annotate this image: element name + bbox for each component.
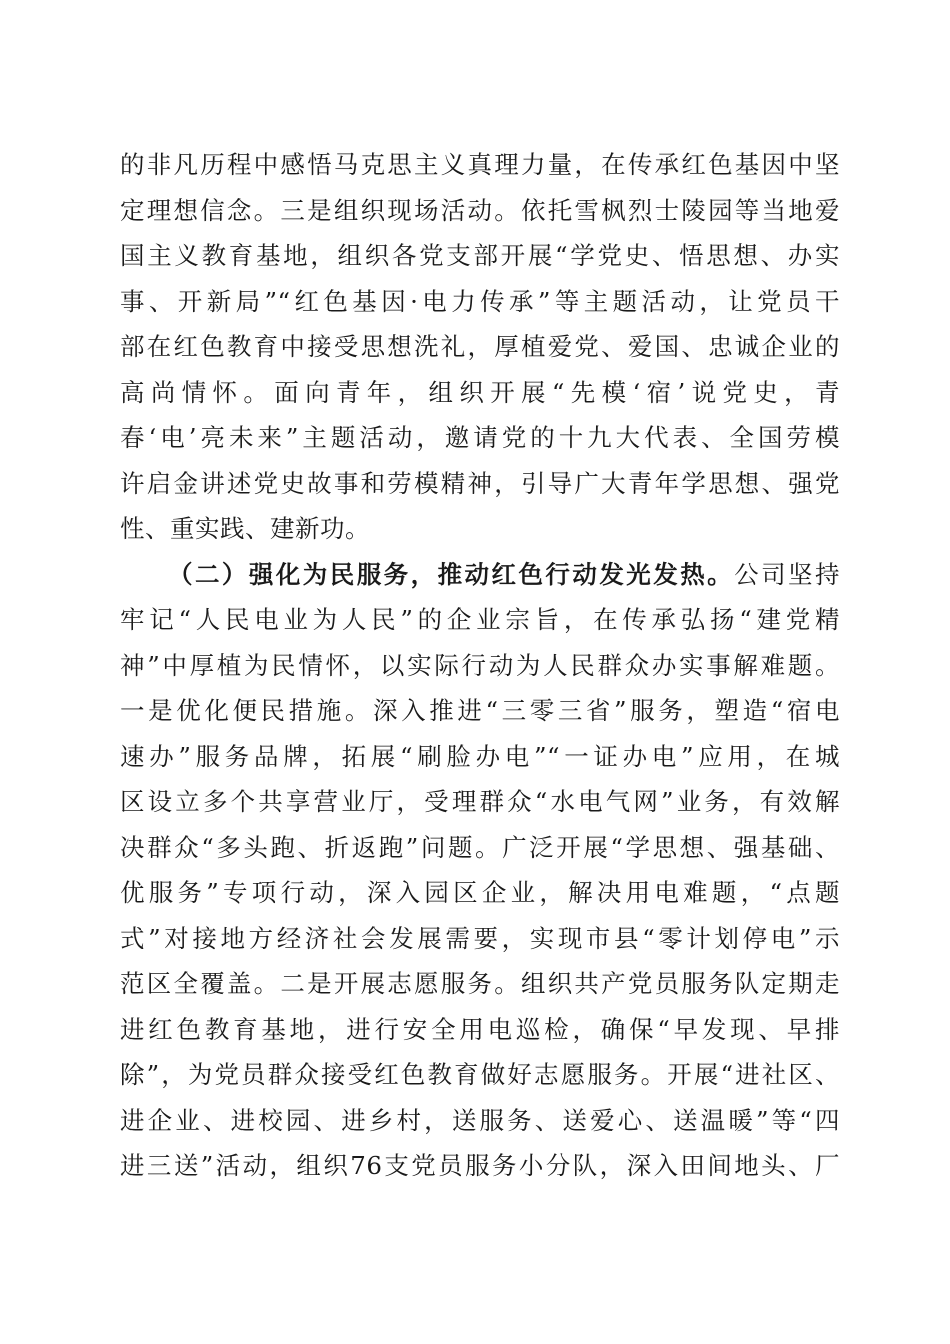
text-line: 区设立多个共享营业厅，受理群众“水电气网”业务，有效解 [120,787,840,816]
text-line: 进红色教育基地，进行安全用电巡检，确保“早发现、早排 [120,1014,840,1044]
section-heading: （二）强化为民服务，推动红色行动发光发热。 [168,559,735,589]
text-line: 性、重实践、建新功。 [120,514,370,543]
text-line: 事、开新局”“红色基因·电力传承”等主题活动，让党员干 [120,286,840,316]
text-line: 神”中厚植为民情怀，以实际行动为人民群众办实事解难题。 [120,650,840,680]
text-line: 式”对接地方经济社会发展需要，实现市县“零计划停电”示 [120,923,840,953]
section-heading-rest: 公司坚持 [734,559,840,589]
text-line: 一是优化便民措施。深入推进“三零三省”服务，塑造“宿电 [120,696,840,725]
text-line: 定理想信念。三是组织现场活动。依托雪枫烈士陵园等当地爱 [120,195,840,225]
text-line: 除”，为党员群众接受红色教育做好志愿服务。开展“进社区、 [120,1060,840,1089]
text-line: 牢记“人民电业为人民”的企业宗旨，在传承弘扬“建党精 [120,605,840,634]
text-line: 高尚情怀。面向青年，组织开展“先模‘宿’说党史，青 [120,377,840,407]
text-line: 速办”服务品牌，拓展“刷脸办电”“一证办电”应用，在城 [120,741,840,771]
body-text [120,142,840,1189]
text-line: 国主义教育基地，组织各党支部开展“学党史、悟思想、办实 [120,241,840,270]
text-line: 决群众“多头跑、折返跑”问题。广泛开展“学思想、强基础、 [120,832,840,862]
text-line: 进企业、进校园、进乡村，送服务、送爱心、送温暖”等“四 [120,1105,840,1135]
text-line: 部在红色教育中接受思想洗礼，厚植爱党、爱国、忠诚企业的 [120,332,840,361]
section-heading-line [120,552,840,598]
text-line: 许启金讲述党史故事和劳模精神，引导广大青年学思想、强党 [120,468,840,498]
text-line: 的非凡历程中感悟马克思主义真理力量，在传承红色基因中坚 [120,150,840,179]
text-line: 进三送”活动，组织76支党员服务小分队，深入田间地头、厂 [120,1151,840,1180]
text-line: 优服务”专项行动，深入园区企业，解决用电难题，“点题 [120,878,840,907]
text-line: 春‘电’亮未来”主题活动，邀请党的十九大代表、全国劳模 [120,423,840,452]
text-line: 范区全覆盖。二是开展志愿服务。组织共产党员服务队定期走 [120,969,840,998]
